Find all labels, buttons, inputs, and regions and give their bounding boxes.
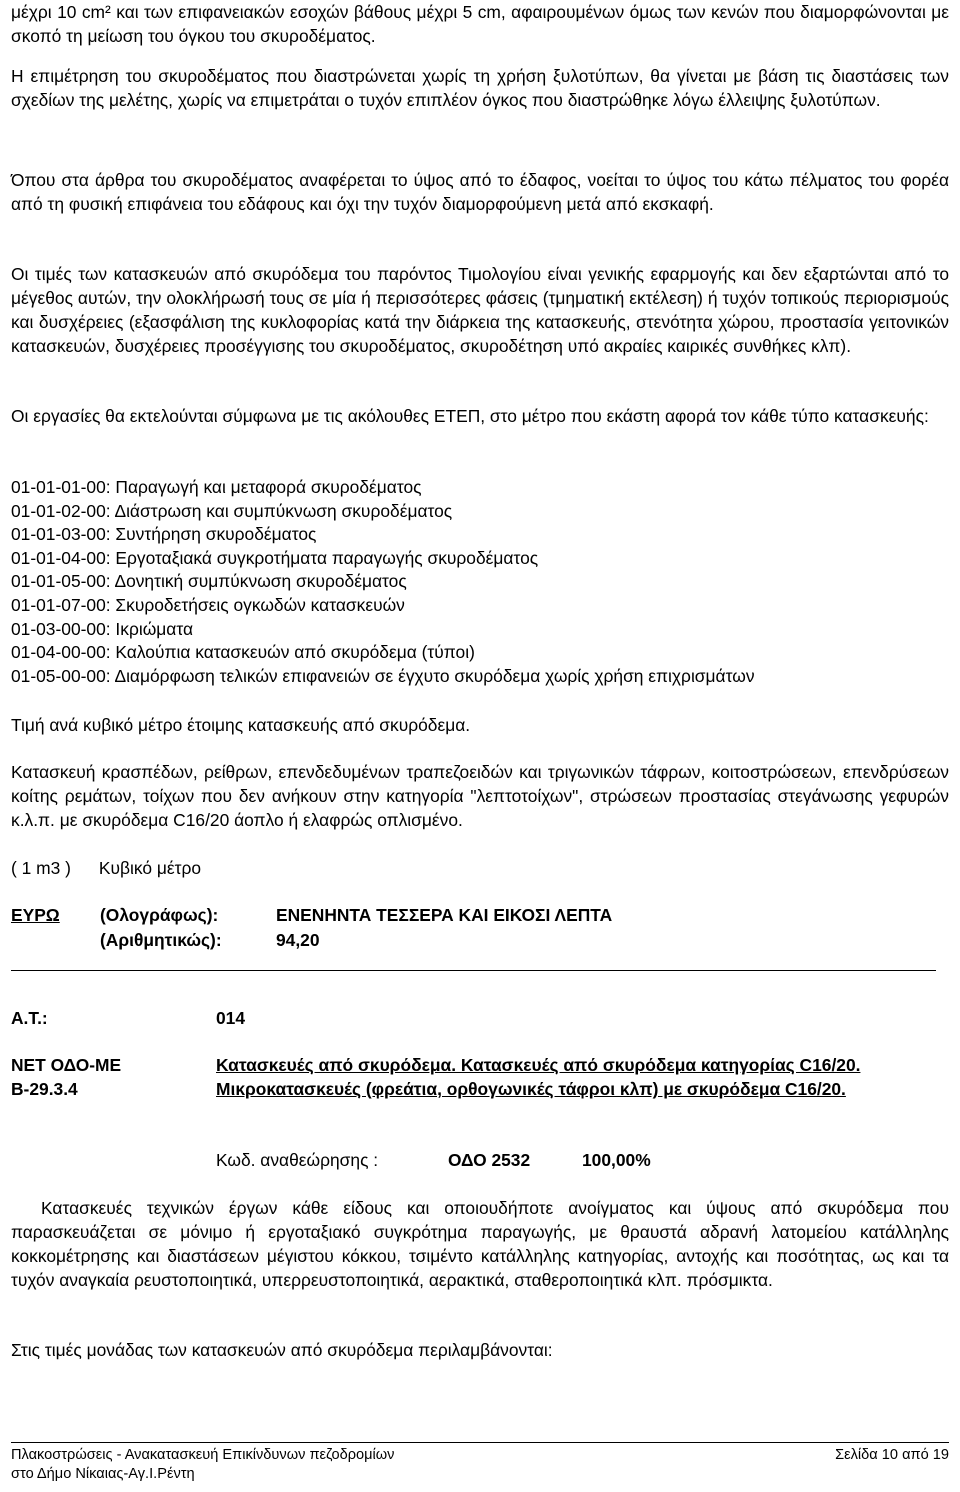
etep-list [11,476,949,688]
paragraph-unit-price: Τιμή ανά κυβικό μέτρο έτοιμης κατασκευής από σκυρόδεμα. [11,715,471,735]
paragraph-etep-intro: Οι εργασίες θα εκτελούνται σύμφωνα με τις ακόλουθες ΕΤΕΠ, στο μέτρο που εκάστη αφορά τον κάθε τύπο κατασκευής: [11,406,929,426]
currency-label: ΕΥΡΩ [11,905,60,925]
list-item: 01-03-00-00: Ικριώματα [11,618,194,639]
paragraph-article-description: Κατασκευές τεχνικών έργων κάθε είδους και οποιουδήποτε ανοίγματος και ύψους από σκυρόδεμα που παρασκευάζεται σε μόνιμο ή εργοταξιακό συγκρότημα παραγωγής, με θραυστά αδρανή λατομείου κατάλληλης κοκκομέτρησης και διαστάσεων μέγιστου κόκκου, τσιμέντο κατάλληλης κατηγορίας, αντοχής και ποσότητας, ως και τα τυχόν αναγκαία ρευστοποιητικά, υπερρευστοποιητικά, αερακτικά, σταθεροποιητικά κλπ. πρόσμικτα. [11,1198,949,1290]
paragraph-height-definition: Όπου στα άρθρα του σκυροδέματος αναφέρεται το ύψος από το έδαφος, νοείται το ύψος του κάτω πέλματος του φορέα από τη φυσική επιφάνεια του εδάφους και όχι την τυχόν διαμορφούμενη μετά από εκσκαφή. [11,170,949,214]
article-number-value: 014 [216,1008,246,1028]
paragraph-prices-general: Οι τιμές των κατασκευών από σκυρόδεμα του παρόντος Τιμολογίου είναι γενικής εφαρμογής και δεν εξαρτώνται από το μέγεθος αυτών, την ολοκλήρωσή τους σε μία ή περισσότερες φάσεις (τμηματική εκτέλεση) ή τυχόν τοπικούς περιορισμούς και δυσχέρειες (εξασφάλιση της κυκλοφορίας κατά την διάρκεια της κατασκευής, στενότητα χώρου, προστασία γειτονικών κατασκευών, δυσχέρειες προσέγγισης του σκυροδέματος, σκυροδέτηση υπό ακραίες καιρικές συνθήκες κλπ). [11,264,949,356]
footer-project-title: Πλακοστρώσεις - Ανακατασκευή Επικίνδυνων πεζοδρομίων [11,1447,395,1463]
list-item: 01-05-00-00: Διαμόρφωση τελικών επιφανειών σε έγχυτο σκυρόδεμα χωρίς χρήση επιχρισμάτων [11,665,755,686]
unit-name: Κυβικό μέτρο [98,858,202,878]
price-number-value: 94,20 [276,930,320,950]
net-code: ΝΕΤ ΟΔΟ-ΜΕ Β-29.3.4 [11,1055,122,1099]
list-item: 01-01-07-00: Σκυροδετήσεις ογκωδών κατασκευών [11,594,405,615]
list-item: 01-04-00-00: Καλούπια κατασκευών από σκυρόδεμα (τύποι) [11,642,475,663]
paragraph-measurement-no-formwork: Η επιμέτρηση του σκυροδέματος που διαστρώνεται χωρίς τη χρήση ξυλοτύπων, θα γίνεται με βάση τις διαστάσεις των σχεδίων της μελέτης, χωρίς να επιμετράται ο τυχόν επιπλέον όγκος που διαστρώθηκε λόγω έλλειψης ξυλοτύπων. [11,66,949,110]
list-item: 01-01-04-00: Εργοταξιακά συγκροτήματα παραγωγής σκυροδέματος [11,547,539,568]
revision-code-value: ΟΔΟ 2532 [448,1150,531,1170]
paragraph-measurement-voids: μέχρι 10 cm² και των επιφανειακών εσοχών βάθους μέχρι 5 cm, αφαιρουμένων όμως των κενών που διαμορφώνονται με σκοπό τη μείωση του όγκου του σκυροδέματος. [11,2,949,46]
section-divider [11,970,936,971]
price-words-label: (Ολογράφως): [100,905,219,925]
article-title: Κατασκευές από σκυρόδεμα. Κατασκευές από σκυρόδεμα κατηγορίας C16/20. Μικροκατασκευές (φρεάτια, ορθογωνικές τάφροι κλπ) με σκυρόδεμα C16/20. [216,1055,861,1099]
paragraph-includes-intro: Στις τιμές μονάδας των κατασκευών από σκυρόδεμα περιλαμβάνονται: [11,1340,553,1360]
list-item: 01-01-02-00: Διάστρωση και συμπύκνωση σκυροδέματος [11,500,453,521]
paragraph-construction-scope: Κατασκευή κρασπέδων, ρείθρων, επενδεδυμένων τραπεζοειδών και τριγωνικών τάφρων, κοιτοστρώσεων, επενδρύσεων κοίτης ρεμάτων, τοίχων που δεν ανήκουν στην κατηγορία "λεπτοτοίχων", στρώσεων προστασίας στεγάνωσης γεφυρών κ.λ.π. με σκυρόδεμα C16/20 άοπλο ή ελαφρώς οπλισμένο. [11,762,949,830]
revision-code-line [216,1148,651,1172]
price-number-label: (Αριθμητικώς): [100,930,222,950]
list-item: 01-01-05-00: Δονητική συμπύκνωση σκυροδέματος [11,571,407,592]
revision-code-label: Κωδ. αναθεώρησης : [216,1150,379,1170]
footer-rule [11,1442,949,1443]
list-item: 01-01-01-00: Παραγωγή και μεταφορά σκυροδέματος [11,477,422,497]
price-words-value: ΕΝΕΝΗΝΤΑ ΤΕΣΣΕΡΑ ΚΑΙ ΕΙΚΟΣΙ ΛΕΠΤΑ [276,905,613,925]
footer-page-number: Σελίδα 10 από 19 [835,1447,949,1463]
article-number-label: Α.Τ.: [11,1008,48,1028]
revision-percentage: 100,00% [582,1150,651,1170]
unit-line [11,856,201,880]
footer-municipality: στο Δήμο Νίκαιας-Αγ.Ι.Ρέντη [11,1466,195,1482]
article-number-line [11,1006,246,1030]
unit-code: ( 1 m3 ) [11,858,71,878]
list-item: 01-01-03-00: Συντήρηση σκυροδέματος [11,524,317,545]
